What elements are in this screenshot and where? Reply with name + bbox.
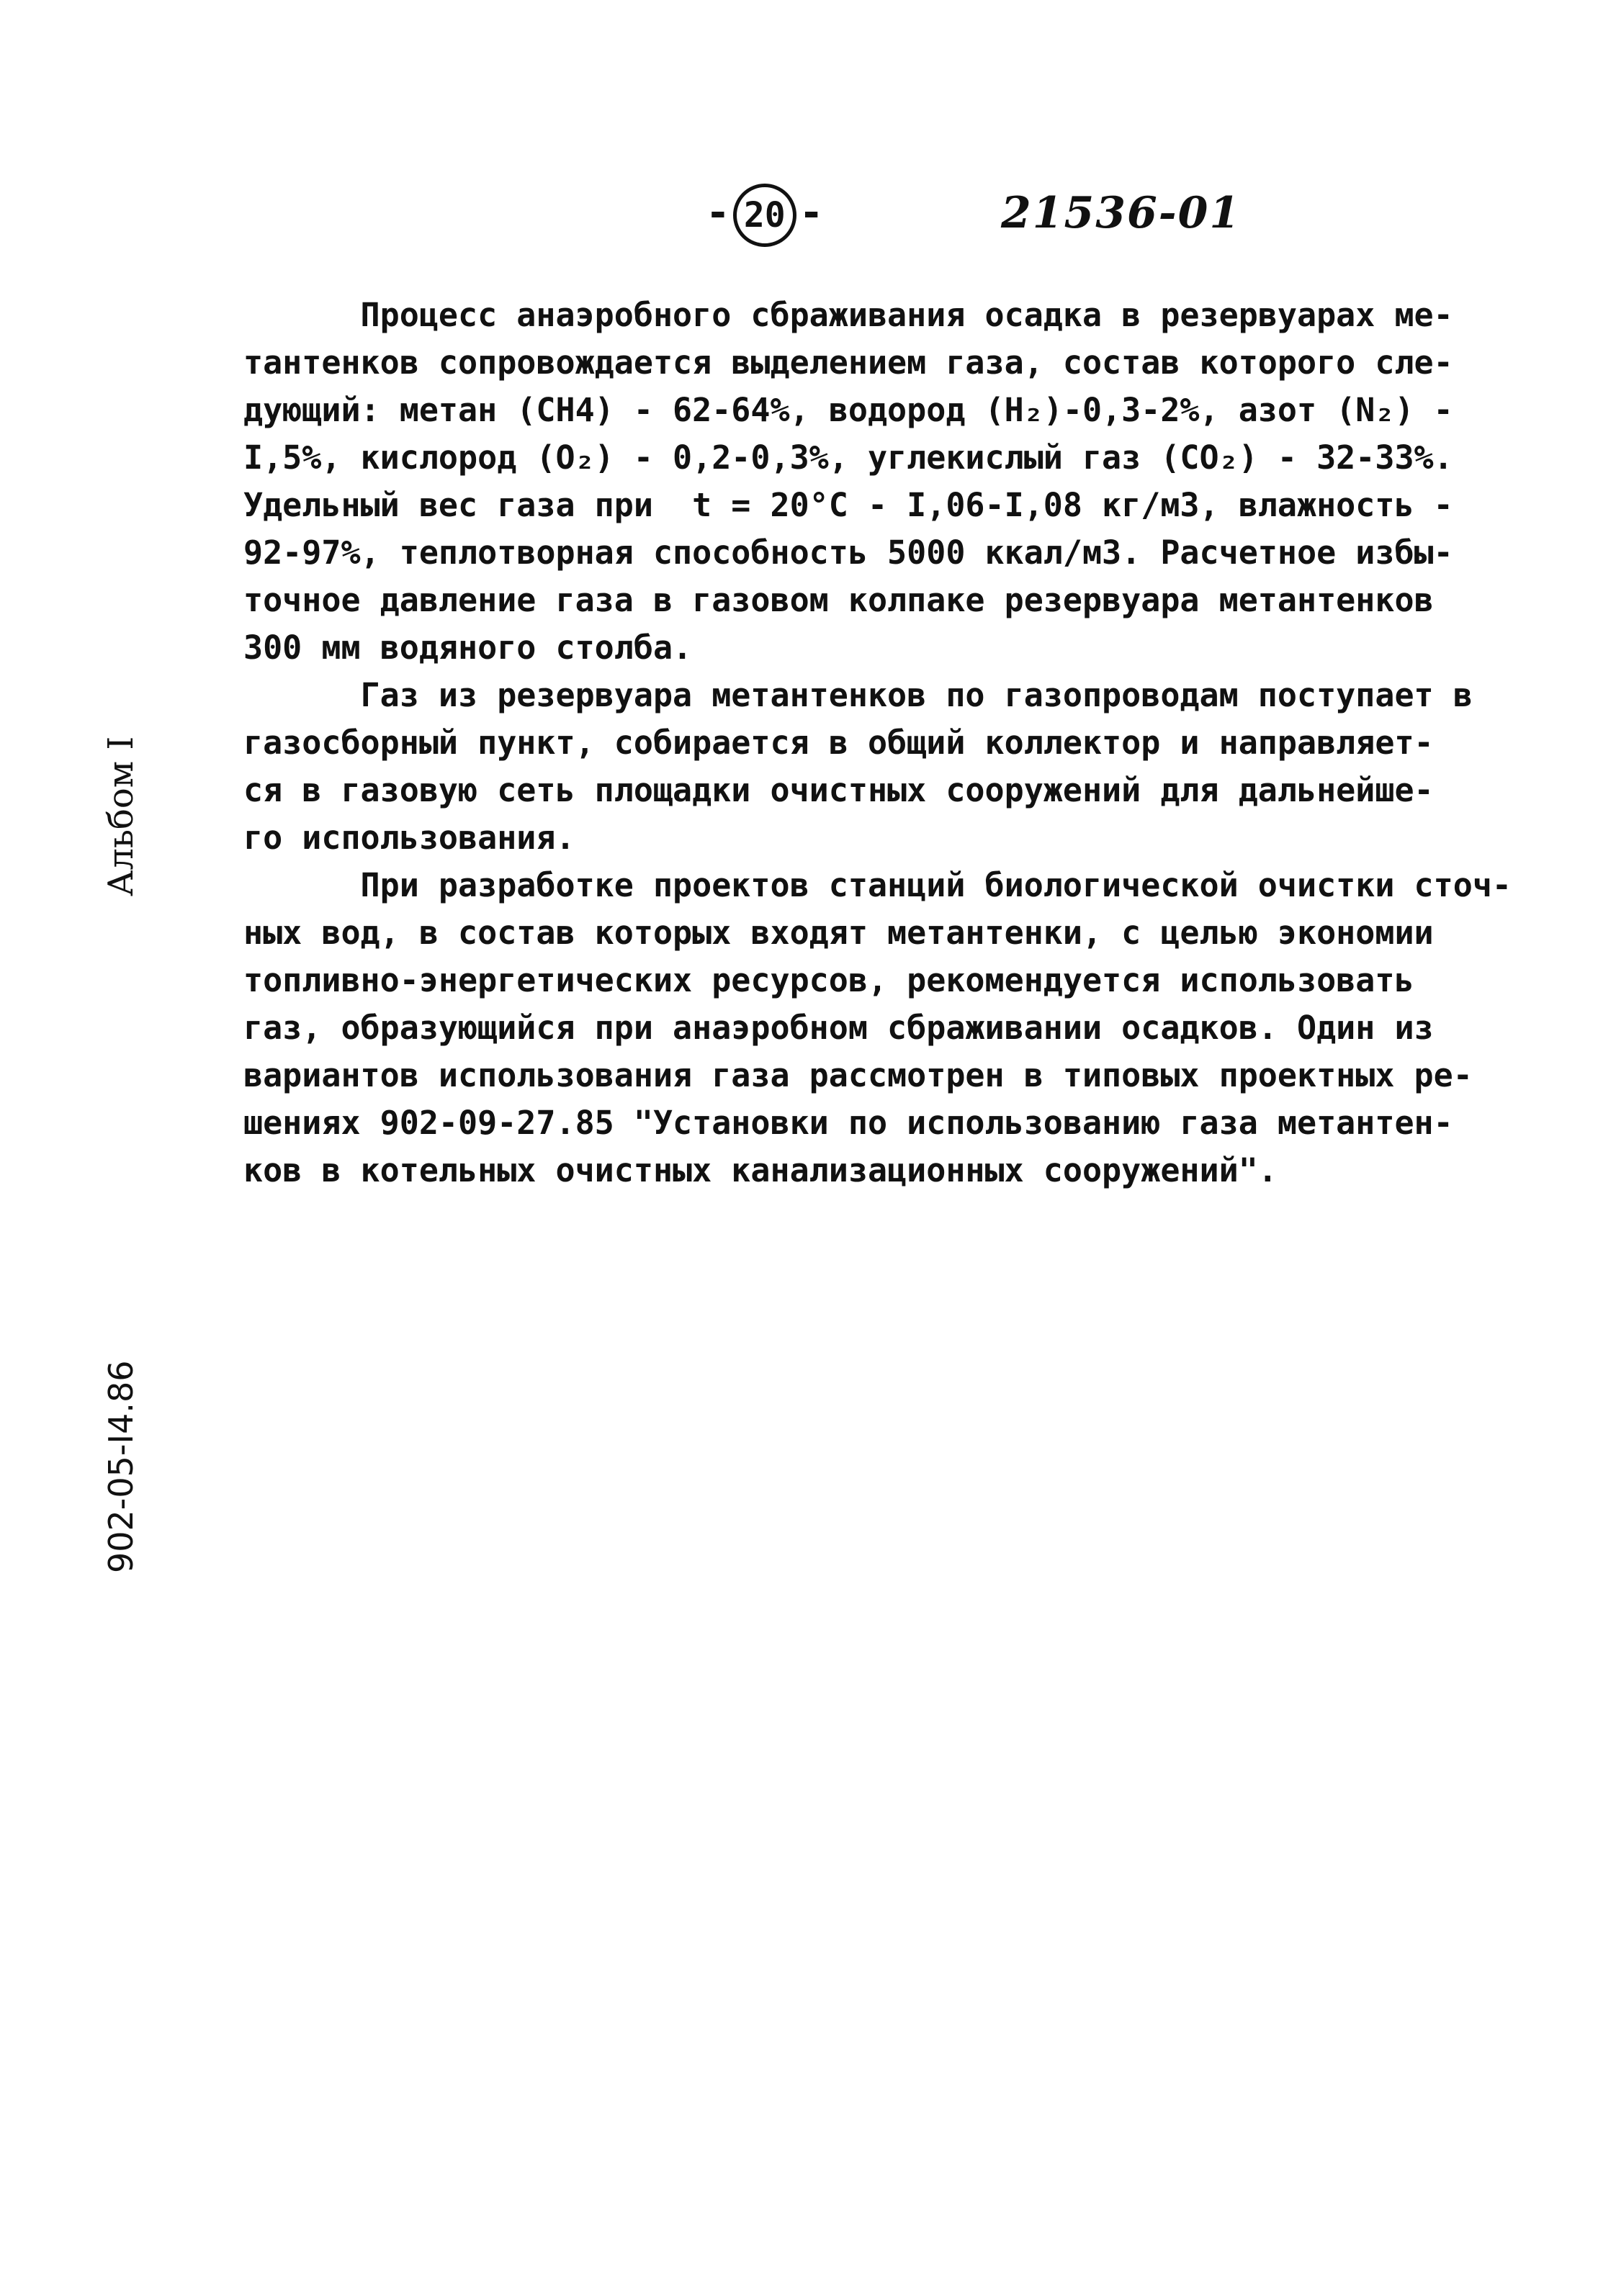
text-line: ся в газовую сеть площадки очистных сооружений для дальнейше- (243, 771, 1434, 809)
text-line: I,5%, кислород (O₂) - 0,2-0,3%, углекислый газ (CO₂) - 32-33%. (243, 438, 1453, 477)
text-line: газ, образующийся при анаэробном сбраживании осадков. Один из (243, 1009, 1434, 1047)
body-text (243, 292, 1512, 1194)
text-line: тантенков сопровождается выделением газа, состав которого сле- (243, 343, 1453, 382)
text-line: топливно-энергетических ресурсов, рекомендуется использовать (243, 961, 1414, 999)
handwritten-doc-code: 21536-01 (1001, 188, 1242, 238)
text-line: 92-97%, теплотворная способность 5000 ккал/м3. Расчетное избы- (243, 534, 1453, 572)
page-header (706, 184, 1282, 256)
text-line: вариантов использования газа рассмотрен в типовых проектных ре- (243, 1056, 1473, 1094)
text-line: ков в котельных очистных канализационных сооружений". (243, 1151, 1278, 1189)
text-line: Газ из резервуара метантенков по газопроводам поступает в (243, 676, 1473, 714)
page-number (706, 184, 823, 247)
text-line: шениях 902-09-27.85 "Установки по использованию газа метантен- (243, 1104, 1453, 1142)
margin-album-label: Альбом I (101, 736, 141, 896)
text-line: газосборный пункт, собирается в общий коллектор и направляет- (243, 724, 1434, 762)
text-line: го использования. (243, 819, 575, 857)
text-line: дующий: метан (СН4) - 62-64%, водород (Н₂)-0,3-2%, азот (N₂) - (243, 391, 1453, 429)
text-line: 300 мм водяного столба. (243, 629, 693, 667)
margin-document-code: 902-05-I4.86 (102, 1360, 140, 1573)
text-line: точное давление газа в газовом колпаке резервуара метантенков (243, 581, 1434, 619)
text-line: ных вод, в состав которых входят метантенки, с целью экономии (243, 914, 1434, 952)
text-line: Удельный вес газа при t = 20°C - I,06-I,08 кг/м3, влажность - (243, 486, 1453, 524)
text-line: При разработке проектов станций биологической очистки сточ- (243, 866, 1512, 904)
text-line: Процесс анаэробного сбраживания осадка в резервуарах ме- (243, 296, 1453, 334)
dash-right: - (799, 189, 824, 237)
dash-left: - (706, 189, 730, 237)
page-number-circle: 20 (733, 184, 796, 247)
